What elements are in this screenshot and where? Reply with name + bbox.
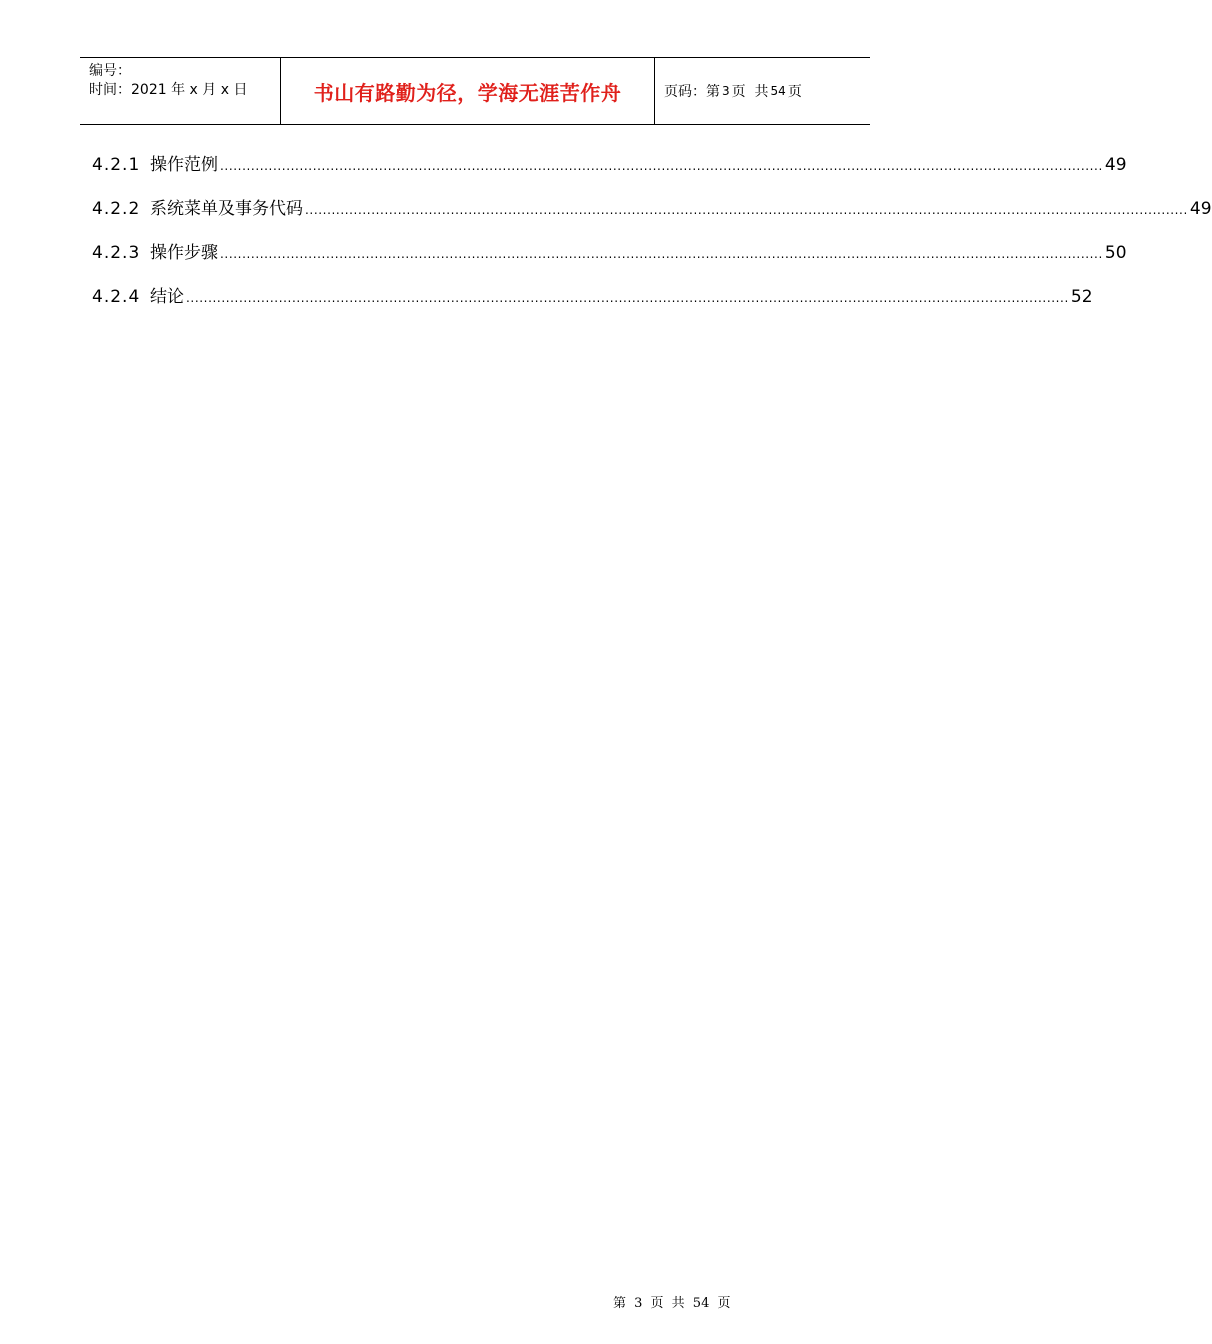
toc-entry-title: 操作步骤 bbox=[150, 243, 218, 263]
toc-entry-page: 52 bbox=[1070, 287, 1093, 307]
toc-entry-page: 49 bbox=[1189, 199, 1212, 219]
toc-entry-number: 4.2.3 bbox=[92, 243, 141, 263]
toc-entry[interactable] bbox=[92, 150, 1127, 194]
page-total: 54 bbox=[770, 84, 786, 98]
table-of-contents bbox=[92, 150, 1212, 326]
toc-leader-dots: ........................................................................................................................................................................................................ bbox=[220, 159, 1103, 173]
page-suffix: 页 bbox=[787, 84, 802, 100]
toc-entry-page: 50 bbox=[1104, 243, 1127, 263]
page-current: 3 bbox=[722, 84, 730, 98]
page-footer: 第 3 页 共 54 页 bbox=[613, 1296, 731, 1311]
toc-leader-dots: ........................................................................................................................................................................................................ bbox=[220, 247, 1103, 261]
toc-entry-number: 4.2.2 bbox=[92, 199, 141, 219]
header-motto: 书山有路勤为径，学海无涯苦作舟 bbox=[281, 58, 655, 124]
toc-entry[interactable] bbox=[92, 238, 1127, 282]
toc-entry-number: 4.2.1 bbox=[92, 155, 141, 175]
toc-entry-number: 4.2.4 bbox=[92, 287, 141, 307]
time-label: 时间：2021 年 x 月 x 日 bbox=[89, 82, 248, 98]
toc-entry-title: 结论 bbox=[150, 287, 184, 307]
header-meta bbox=[80, 58, 281, 124]
toc-leader-dots: ........................................................................................................................................................................................................ bbox=[186, 291, 1069, 305]
toc-entry[interactable] bbox=[92, 194, 1212, 238]
page-prefix: 页码：第 bbox=[664, 84, 720, 100]
page-header bbox=[80, 57, 870, 125]
toc-entry-page: 49 bbox=[1104, 155, 1127, 175]
page-middle: 页 共 bbox=[731, 84, 769, 100]
toc-leader-dots: ........................................................................................................................................................................................................ bbox=[305, 203, 1188, 217]
toc-entry-title: 操作范例 bbox=[150, 155, 218, 175]
toc-entry[interactable] bbox=[92, 282, 1093, 326]
header-page-info bbox=[655, 58, 870, 124]
toc-entry-title: 系统菜单及事务代码 bbox=[150, 199, 303, 219]
number-label: 编号： bbox=[89, 63, 131, 79]
